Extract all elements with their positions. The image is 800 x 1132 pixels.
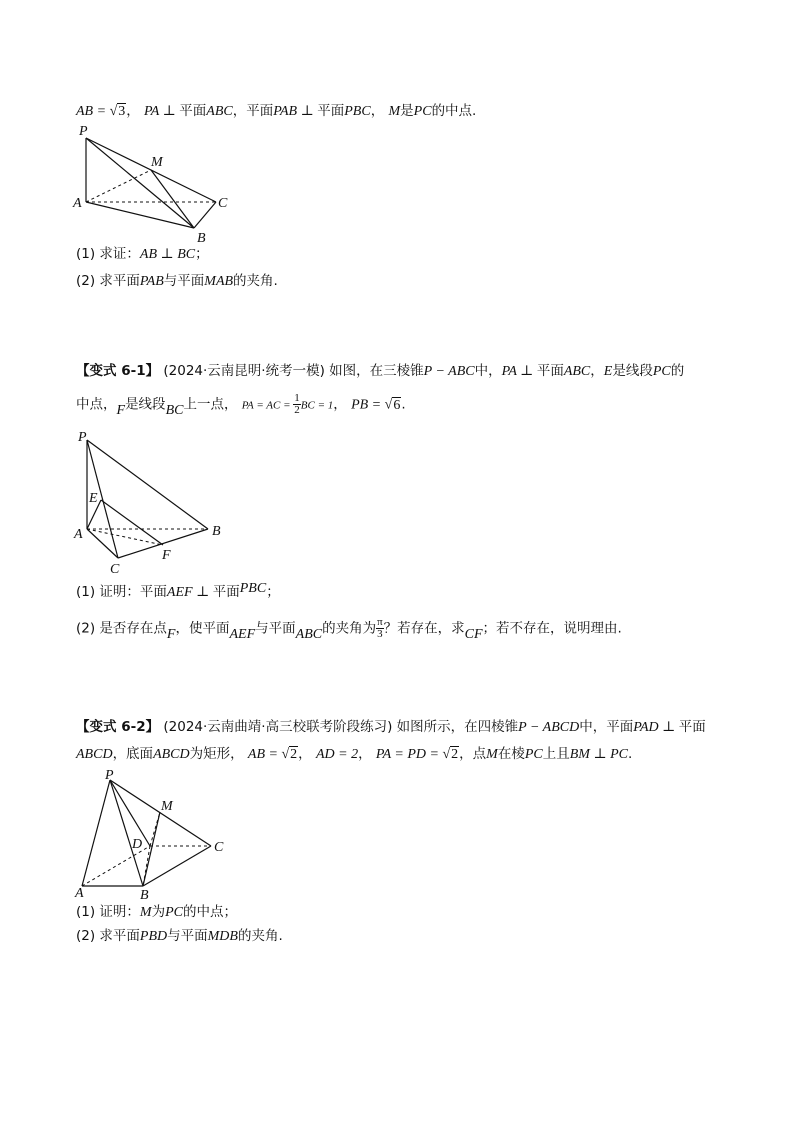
p2-edge-ae [87,500,101,529]
p3-edge-bc [143,846,211,886]
p1-label-c: C [218,196,228,211]
p2-label-b: B [212,524,221,539]
p1-question-2: (2) 求平面PAB与平面MAB的夹角. [76,273,278,289]
p1-label-p: P [79,124,88,139]
p2-half-fraction: $\frac{1}{2}$ [294,392,300,416]
p1-label-m: M [151,155,163,170]
p3-label-c: C [214,840,224,855]
p3-sqrt2-ab: √2 [281,747,298,762]
p3-edge-db-dashed [143,846,150,886]
p2-question-2: (2) 是否存在点F，使平面AEF与平面ABC的夹角为 $\frac{\pi}{3}$ ？若存在，求CF；若不存在，说明理由. [76,616,622,642]
p1-sqrt3: √3 [109,104,126,119]
p2-line-1: 【变式 6-1】 (2024·云南昆明·统考一模) 如图，在三棱锥P − ABC中，PA ⊥ 平面ABC，E是线段PC的 [76,363,685,379]
p2-edge-ac [87,529,118,558]
p3-edge-bm [143,812,160,886]
p3-label-d: D [132,837,143,852]
p3-label-m: M [161,799,173,814]
p3-question-2: (2) 求平面PBD与平面MDB的夹角. [76,928,283,944]
p3-edge-dm-dashed [150,812,160,846]
p2-pi-over-3: $\frac{\pi}{3}$ [377,616,383,640]
p2-edge-cb [118,529,208,558]
p3-label-b: B [140,888,149,903]
p2-label-c: C [110,562,120,577]
p2-label-a: A [74,527,83,542]
p1-edge-pc [86,138,216,202]
p3-label-a: A [75,886,84,901]
p3-edge-pb [110,780,143,886]
p1-label-a: A [73,196,82,211]
p1-label-b: B [197,231,206,246]
p1-edge-pb [86,138,194,228]
p3-label-p: P [105,768,114,783]
p1-edge-bc [194,202,216,228]
p1-question-1: (1) 求证：AB ⊥ BC； [76,246,209,262]
p1-edge-am-dashed [86,170,151,202]
p2-sqrt6: √6 [384,397,401,413]
p3-line-2: ABCD，底面ABCD为矩形， AB = √2， AD = 2， PA = PD = √2，点M在棱PC上且BM ⊥ PC. [76,746,633,762]
p3-sqrt2-pa: √2 [442,747,459,762]
p2-source: (2024·云南昆明·统考一模) [163,363,325,379]
p2-tag: 【变式 6-1】 [76,363,160,379]
p2-edge-pc [87,440,118,558]
p3-edge-pd [110,780,150,846]
p2-edge-ef [101,500,163,545]
p2-edge-af-dashed [87,529,163,545]
p2-edge-pb [87,440,208,529]
p3-edge-ad-dashed [82,846,150,886]
p1-edge-ab [86,202,194,228]
p2-question-1: (1) 证明：平面AEF ⊥ 平面PBC； [76,581,280,600]
p3-line-1: 【变式 6-2】 (2024·云南曲靖·高三校联考阶段练习) 如图所示，在四棱锥P − ABCD中，平面PAD ⊥ 平面 [76,719,706,735]
p3-edge-pc [110,780,211,846]
p3-edge-pa [82,780,110,886]
p2-label-e: E [89,491,98,506]
p1-edge-mb [151,170,194,228]
p2-line-2: 中点，F是线段BC上一点， PA = AC = $\frac{1}{2}$ BC = 1， PB = √6. [76,392,406,418]
p2-label-p: P [78,430,87,445]
p2-label-f: F [162,548,171,563]
p3-source: (2024·云南曲靖·高三校联考阶段练习) [163,719,393,735]
p3-question-1: (1) 证明：M为PC的中点； [76,904,237,920]
p3-tag: 【变式 6-2】 [76,719,160,735]
p1-ab-eq: AB = [76,104,110,119]
p1-condition: AB = √3， PA ⊥ 平面ABC，平面PAB ⊥ 平面PBC， M是PC的中点. [76,103,477,119]
